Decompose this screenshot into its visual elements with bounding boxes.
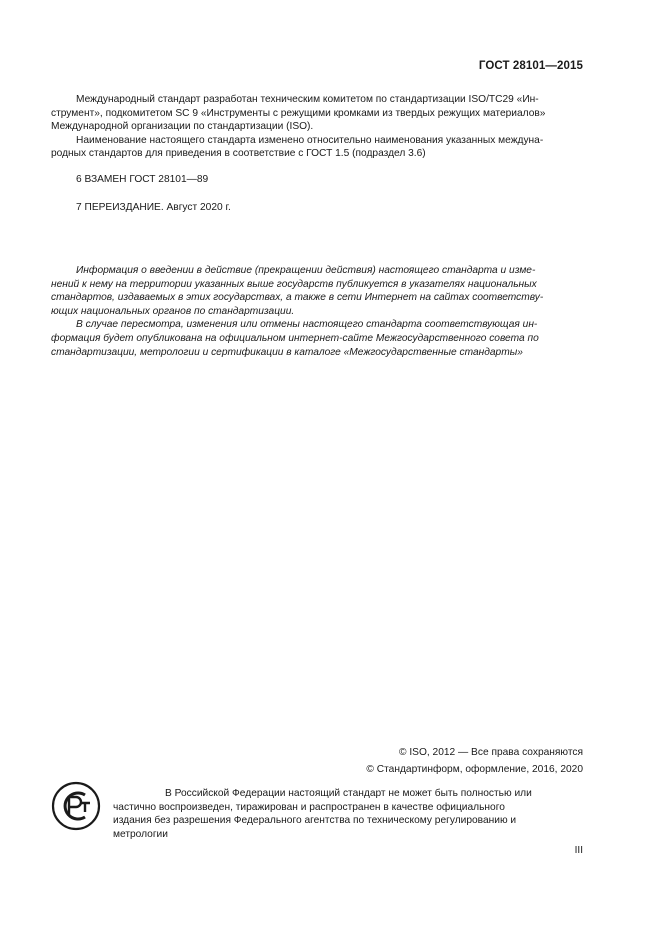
publisher-copyright: © Стандартинформ, оформление, 2016, 2020 [366, 764, 583, 775]
notice-line: Информация о введении в действие (прекращении действия) настоящего стандарта и изме- [76, 265, 536, 276]
reproduction-restriction [113, 787, 584, 841]
development-info [51, 93, 584, 161]
intro-line: струмент», подкомитетом SC 9 «Инструменты с режущими кромками из твердых режущих материалов» [51, 107, 546, 119]
intro-line: Международный стандарт разработан техническим комитетом по стандартизации ISO/TC29 «Ин- [76, 94, 539, 105]
notice-line: ющих национальных органов по стандартизации. [51, 305, 295, 317]
intro-line: Международной организации по стандартизации (ISO). [51, 121, 314, 133]
notice-line: стандартов, издаваемых в этих государствах, а также в сети Интернет на сайтах соответству- [51, 292, 544, 304]
publication-notice [51, 264, 584, 359]
gost-r-certification-mark-icon [51, 781, 101, 831]
legal-line: частично воспроизведен, тиражирован и распространен в качестве официального [113, 801, 505, 813]
intro-line: родных стандартов для приведения в соответствие с ГОСТ 1.5 (подраздел 3.6) [51, 148, 426, 160]
notice-line: нений к нему на территории указанных выше государств публикуется в указателях национальных [51, 278, 537, 290]
legal-line: издания без разрешения Федерального агентства по техническому регулированию и [113, 815, 517, 827]
notice-line: В случае пересмотра, изменения или отмены настоящего стандарта соответствующая ин- [76, 319, 538, 331]
notice-line: стандартизации, метрологии и сертификации в каталоге «Межгосударственные стандарты» [51, 346, 523, 358]
item-6-replaces: 6 ВЗАМЕН ГОСТ 28101—89 [76, 174, 209, 185]
item-7-reissue: 7 ПЕРЕИЗДАНИЕ. Август 2020 г. [76, 202, 231, 213]
legal-line: В Российской Федерации настоящий стандарт не может быть полностью или [165, 788, 532, 799]
notice-line: формация будет опубликована на официальном интернет-сайте Межгосударственного совета по [51, 332, 539, 344]
iso-copyright: © ISO, 2012 — Все права сохраняются [399, 747, 583, 758]
standard-code-header: ГОСТ 28101—2015 [478, 60, 583, 72]
legal-line: метрологии [113, 828, 168, 840]
intro-line: Наименование настоящего стандарта изменено относительно наименования указанных междуна- [76, 134, 544, 146]
page-number: III [574, 845, 583, 856]
